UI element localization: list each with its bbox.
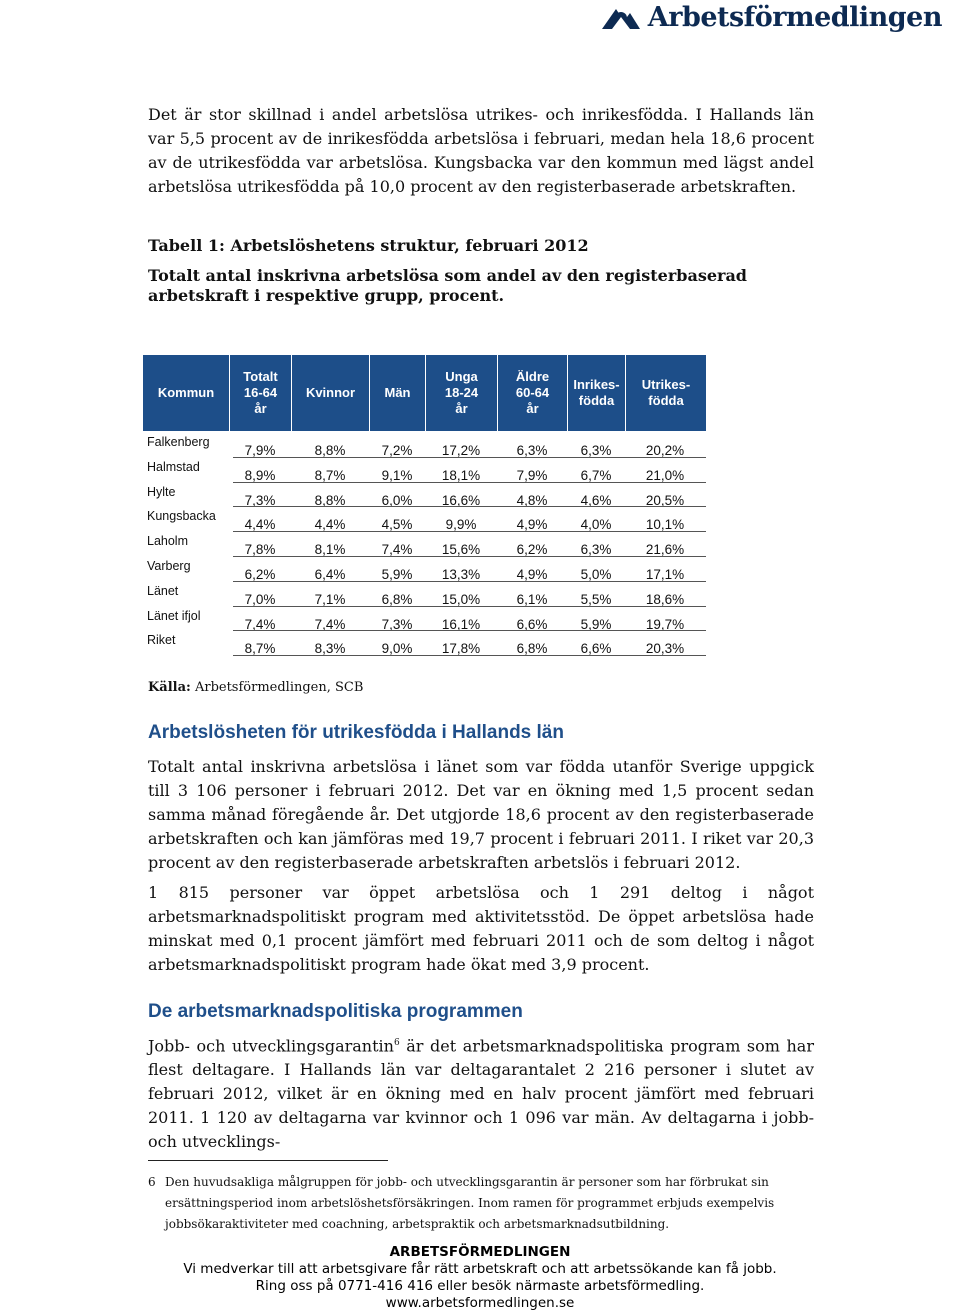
table-cell: 6,4% xyxy=(314,567,346,582)
source-text: Arbetsförmedlingen, SCB xyxy=(190,680,364,695)
table-cell: 9,9% xyxy=(445,517,477,533)
section1-paragraph-1: Totalt antal inskrivna arbetslösa i länet som var födda utanför Sverige uppgick till 3 106 personer i februari 2012. Det var en ökning med 1,5 procent sedan samma månad föregående år. Det utgjorde 18,6 procent av den registerbaserade arbetskraften och kan jämföras med 19,7 procent i februari 2011. I riket var 20,3 procent av den registerbaserade arbetskraften arbetslös i februari 2012. xyxy=(148,757,814,872)
table-cell: 10,1% xyxy=(645,517,685,533)
table-cell: 6,0% xyxy=(381,492,413,508)
table-cell: 6,8% xyxy=(381,591,413,607)
table-cell: 8,3% xyxy=(314,641,346,657)
header-kommun: Kommun xyxy=(157,385,215,400)
table-cell: 7,1% xyxy=(314,591,346,607)
table-cell: 20,5% xyxy=(645,492,685,508)
table-cell: 7,4% xyxy=(244,616,276,632)
table-cell: 7,8% xyxy=(244,542,276,558)
footer-title: ARBETSFÖRMEDLINGEN xyxy=(389,1244,571,1260)
table-cell: 9,0% xyxy=(381,641,413,657)
table-cell: 6,3% xyxy=(580,542,612,558)
table-cell: 7,3% xyxy=(244,492,276,508)
section-heading-programmen: De arbetsmarknadspolitiska programmen xyxy=(148,1001,523,1022)
table-source xyxy=(148,680,363,695)
row-kommun-name: Riket xyxy=(147,633,176,648)
table-cell: 20,2% xyxy=(645,443,685,458)
table-row xyxy=(143,433,706,458)
table-cell: 18,6% xyxy=(645,591,685,607)
table-cell: 9,1% xyxy=(381,467,413,483)
table-cell: 8,1% xyxy=(314,542,346,558)
footnote-text: Den huvudsakliga målgruppen för jobb- och utvecklingsgarantin är personer som har förbrukat sin ersättningsperiod inom arbetslöshetsförsäkringen. Inom ramen för programmet erbjuds exempelvis jobbsökaraktiviteter med coachning, arbetspraktik och arbetsmarknadsutbildning. xyxy=(165,1175,775,1231)
table-cell: 15,6% xyxy=(441,542,481,558)
table-caption-subtitle: Totalt antal inskrivna arbetslösa som andel av den registerbaserad arbetskraft i respektive grupp, procent. xyxy=(148,266,747,305)
row-kommun-name: Länet ifjol xyxy=(147,608,201,623)
header-totalt: Totalt 16-64 år xyxy=(229,355,291,431)
table-cell: 13,3% xyxy=(441,567,481,582)
table-cell: 7,3% xyxy=(381,616,413,632)
table-cell: 6,6% xyxy=(516,616,548,632)
table-cell: 18,1% xyxy=(441,467,481,483)
section2-paragraph-rest: är det arbetsmarknadspolitiska program som har flest deltagare. I Hallands län var deltagarantalet 2 216 personer i slutet av februari 2012, vilket är en ökning med en halv procent jämfört med februari 2011. 1 120 av deltagarna var kvinnor och 1 096 var män. Av deltagarna i jobb- och utvecklings- xyxy=(148,1036,814,1152)
table-cell: 6,2% xyxy=(516,542,548,558)
row-divider xyxy=(233,655,706,656)
table-cell: 7,0% xyxy=(244,591,276,607)
table-cell: 5,0% xyxy=(580,567,612,582)
section2-paragraph-start: Jobb- och utvecklingsgarantin xyxy=(148,1036,394,1056)
table-cell: 5,5% xyxy=(580,591,612,607)
table-cell: 6,3% xyxy=(516,443,548,458)
table-cell: 6,2% xyxy=(244,567,276,582)
table-cell: 21,0% xyxy=(645,467,685,483)
table-cell: 21,6% xyxy=(645,542,685,558)
header-aldre: Äldre 60-64 år xyxy=(497,355,567,431)
table-cell: 8,7% xyxy=(314,467,346,483)
table-cell: 17,8% xyxy=(441,641,481,657)
table-cell: 4,0% xyxy=(580,517,612,533)
table-row xyxy=(143,631,706,656)
arbetsformedlingen-logo-icon xyxy=(600,3,642,33)
source-label: Källa: xyxy=(148,680,191,695)
page-footer xyxy=(0,1244,960,1312)
table-caption-title: Tabell 1: Arbetslöshetens struktur, februari 2012 xyxy=(148,236,589,255)
section2-paragraph xyxy=(148,1031,814,1154)
table-cell: 6,6% xyxy=(580,641,612,657)
table-cell: 17,2% xyxy=(441,443,481,458)
table-row xyxy=(143,532,706,557)
footnote-reference: 6 xyxy=(393,1038,400,1048)
table-header xyxy=(143,355,706,431)
table-row xyxy=(143,557,706,582)
row-kommun-name: Hylte xyxy=(147,484,176,499)
header-utrikesfodda: Utrikes-födda xyxy=(625,355,706,431)
row-kommun-name: Kungsbacka xyxy=(147,509,216,524)
table-cell: 16,1% xyxy=(441,616,481,632)
table-cell: 4,5% xyxy=(381,517,413,533)
table-cell: 7,9% xyxy=(516,467,548,483)
table-cell: 8,9% xyxy=(244,467,276,483)
section-heading-utrikesfodda: Arbetslösheten för utrikesfödda i Hallands län xyxy=(148,722,564,743)
table-cell: 6,3% xyxy=(580,443,612,458)
table-cell: 5,9% xyxy=(580,616,612,632)
header-man: Män xyxy=(369,355,425,431)
table-cell: 5,9% xyxy=(381,567,413,582)
table-row xyxy=(143,607,706,632)
table-cell: 4,9% xyxy=(516,517,548,533)
row-kommun-name: Halmstad xyxy=(147,459,200,474)
table-cell: 8,8% xyxy=(314,492,346,508)
table-cell: 7,4% xyxy=(381,542,413,558)
header-unga: Unga 18-24 år xyxy=(425,355,497,431)
table-cell: 15,0% xyxy=(441,591,481,607)
table-row xyxy=(143,483,706,508)
table-cell: 20,3% xyxy=(645,641,685,657)
table-cell: 8,7% xyxy=(244,641,276,657)
logo-text: Arbetsförmedlingen xyxy=(647,2,942,33)
footnote-number: 6 xyxy=(148,1175,156,1189)
table-cell: 6,8% xyxy=(516,641,548,657)
footer-website-link[interactable]: www.arbetsformedlingen.se xyxy=(385,1295,575,1311)
table-cell: 16,6% xyxy=(441,492,481,508)
row-kommun-name: Falkenberg xyxy=(147,435,210,449)
header-inrikesfodda: Inrikes-födda xyxy=(567,355,625,431)
table-cell: 8,8% xyxy=(314,443,346,458)
footnote-divider xyxy=(148,1160,388,1161)
table-cell: 7,2% xyxy=(381,443,413,458)
table-cell: 19,7% xyxy=(645,616,685,632)
section1-paragraph-2: 1 815 personer var öppet arbetslösa och 1 291 deltog i något arbetsmarknadspolitiskt program med aktivitetsstöd. De öppet arbetslösa hade minskat med 0,1 procent jämfört med februari 2011 och de som deltog i något arbetsmarknadspolitiskt program hade ökat med 3,9 procent. xyxy=(148,883,814,974)
footer-line-2: Ring oss på 0771-416 416 eller besök närmaste arbetsförmedling. xyxy=(255,1278,705,1294)
intro-paragraph: Det är stor skillnad i andel arbetslösa utrikes- och inrikesfödda. I Hallands län var 5,5 procent av de inrikesfödda arbetslösa i februari, medan hela 18,6 procent av de utrikesfödda var arbetslösa. Kungsbacka var den kommun med lägst andel arbetslösa utrikesfödda på 10,0 procent av den registerbaserade arbetskraften. xyxy=(148,105,814,196)
row-kommun-name: Länet xyxy=(147,583,179,598)
table-cell: 7,9% xyxy=(244,443,276,458)
table-cell: 7,4% xyxy=(314,616,346,632)
row-kommun-name: Varberg xyxy=(147,559,191,573)
table-row xyxy=(143,507,706,532)
table-cell: 4,6% xyxy=(580,492,612,508)
table-cell: 4,8% xyxy=(516,492,548,508)
table-cell: 17,1% xyxy=(645,567,685,582)
table-row xyxy=(143,582,706,607)
table-cell: 4,4% xyxy=(244,517,276,533)
table-cell: 6,1% xyxy=(516,591,548,607)
table-cell: 4,4% xyxy=(314,517,346,533)
table-cell: 6,7% xyxy=(580,467,612,483)
footer-line-1: Vi medverkar till att arbetsgivare får rätt arbetskraft och att arbetssökande kan få jobb. xyxy=(183,1261,777,1277)
header-logo xyxy=(600,2,942,33)
table-row xyxy=(143,458,706,483)
row-kommun-name: Laholm xyxy=(147,534,188,549)
header-kvinnor: Kvinnor xyxy=(291,355,369,431)
table-cell: 4,9% xyxy=(516,567,548,582)
